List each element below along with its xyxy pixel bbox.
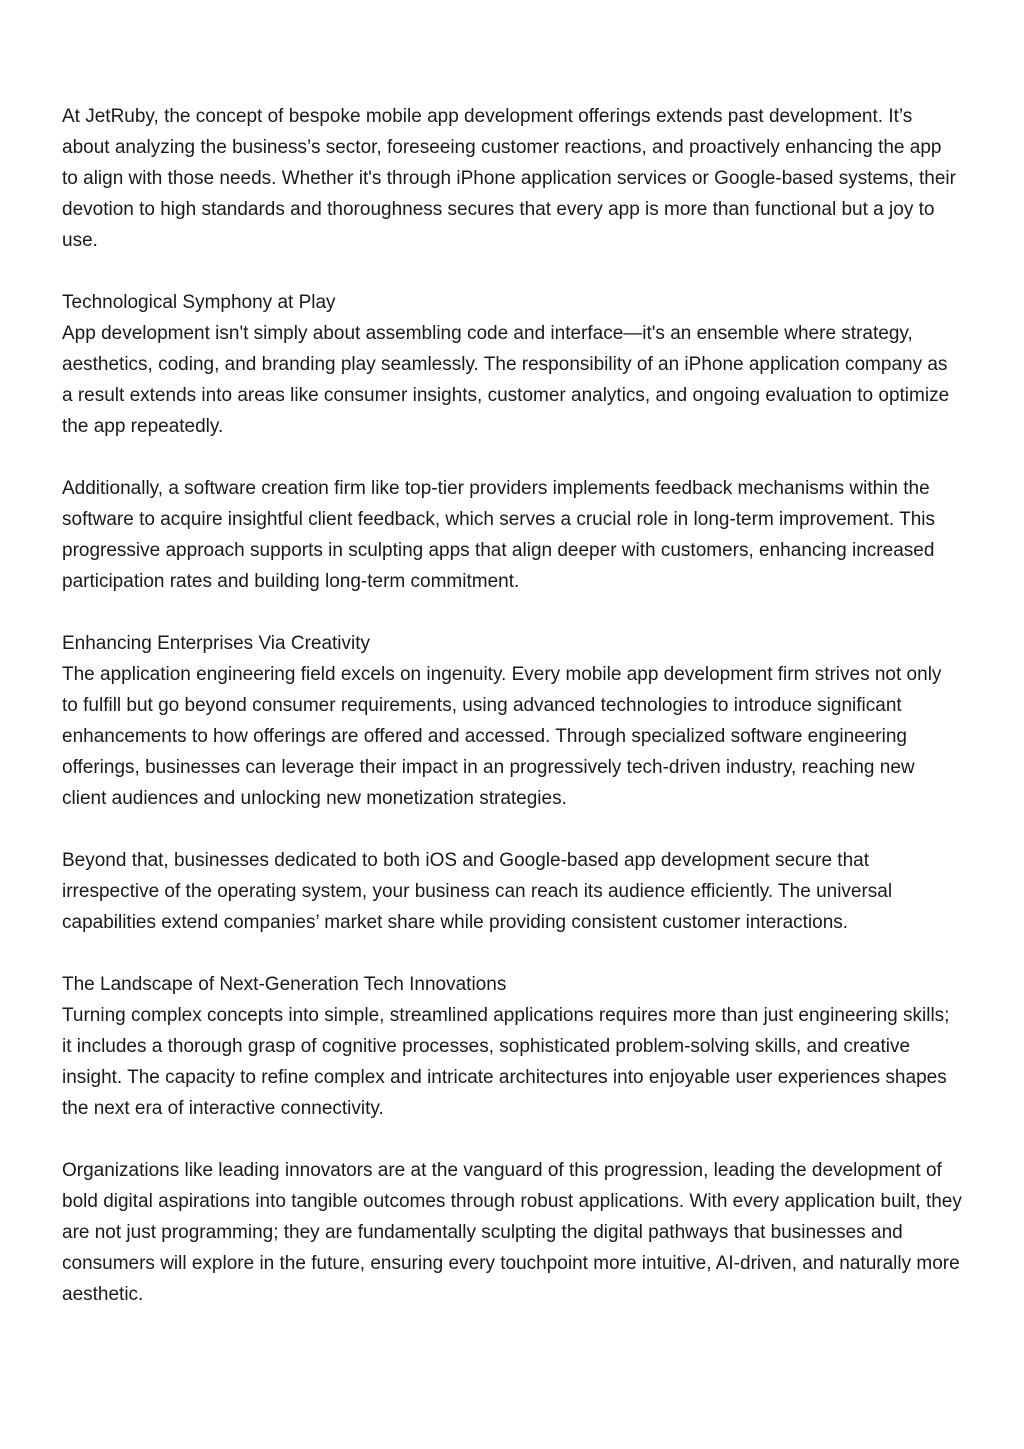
paragraph-text: The application engineering field excels on ingenuity. Every mobile app development firm strives not only to fulfill but go beyond consumer requirements, using advanced technologies to introduce significant enhancements to how offerings are offered and accessed. Through specialized software engineering offerings, businesses can leverage their impact in an progressively tech-driven industry, reaching new client audiences and unlocking new monetization strategies. — [62, 664, 942, 809]
section-enhancing-enterprises — [62, 628, 962, 814]
section-heading: Enhancing Enterprises Via Creativity — [62, 633, 371, 654]
paragraph-text: Organizations like leading innovators are at the vanguard of this progression, leading the development of bold digital aspirations into tangible outcomes through robust applications. With every application built, they are not just programming; they are fundamentally sculpting the digital pathways that businesses and consumers will explore in the future, ensuring every touchpoint more intuitive, AI-driven, and naturally more aesthetic. — [62, 1160, 962, 1305]
section-landscape-innovations — [62, 969, 962, 1124]
section-technological-symphony — [62, 287, 962, 442]
paragraph-text: Beyond that, businesses dedicated to both iOS and Google-based app development secure that irrespective of the operating system, your business can reach its audience efficiently. The universal capabilities extend companies’ market share while providing consistent customer interactions. — [62, 850, 893, 933]
paragraph-block-3 — [62, 473, 962, 597]
paragraph-text: At JetRuby, the concept of bespoke mobile app development offerings extends past development. It’s about analyzing the business’s sector, foreseeing customer reactions, and proactively enhancing the app to align with those needs. Whether it's through iPhone application services or Google-based systems, their devotion to high standards and thoroughness secures that every app is more than functional but a joy to use. — [62, 106, 956, 251]
paragraph-block-7 — [62, 1155, 962, 1310]
document-page — [62, 101, 962, 1341]
paragraph-block-5 — [62, 845, 962, 938]
paragraph-text: Additionally, a software creation firm like top-tier providers implements feedback mechanisms within the software to acquire insightful client feedback, which serves a crucial role in long-term improvement. This progressive approach supports in sculpting apps that align deeper with customers, enhancing increased participation rates and building long-term commitment. — [62, 478, 935, 592]
paragraph-text: Turning complex concepts into simple, streamlined applications requires more than just engineering skills; it includes a thorough grasp of cognitive processes, sophisticated problem-solving skills, and creative insight. The capacity to refine complex and intricate architectures into enjoyable user experiences shapes the next era of interactive connectivity. — [62, 1005, 950, 1119]
paragraph-text: App development isn't simply about assembling code and interface—it's an ensemble where strategy, aesthetics, coding, and branding play seamlessly. The responsibility of an iPhone application company as a result extends into areas like consumer insights, customer analytics, and ongoing evaluation to optimize the app repeatedly. — [62, 323, 950, 437]
section-heading: The Landscape of Next-Generation Tech Innovations — [62, 974, 507, 995]
paragraph-block-1 — [62, 101, 962, 256]
section-heading: Technological Symphony at Play — [62, 292, 336, 313]
